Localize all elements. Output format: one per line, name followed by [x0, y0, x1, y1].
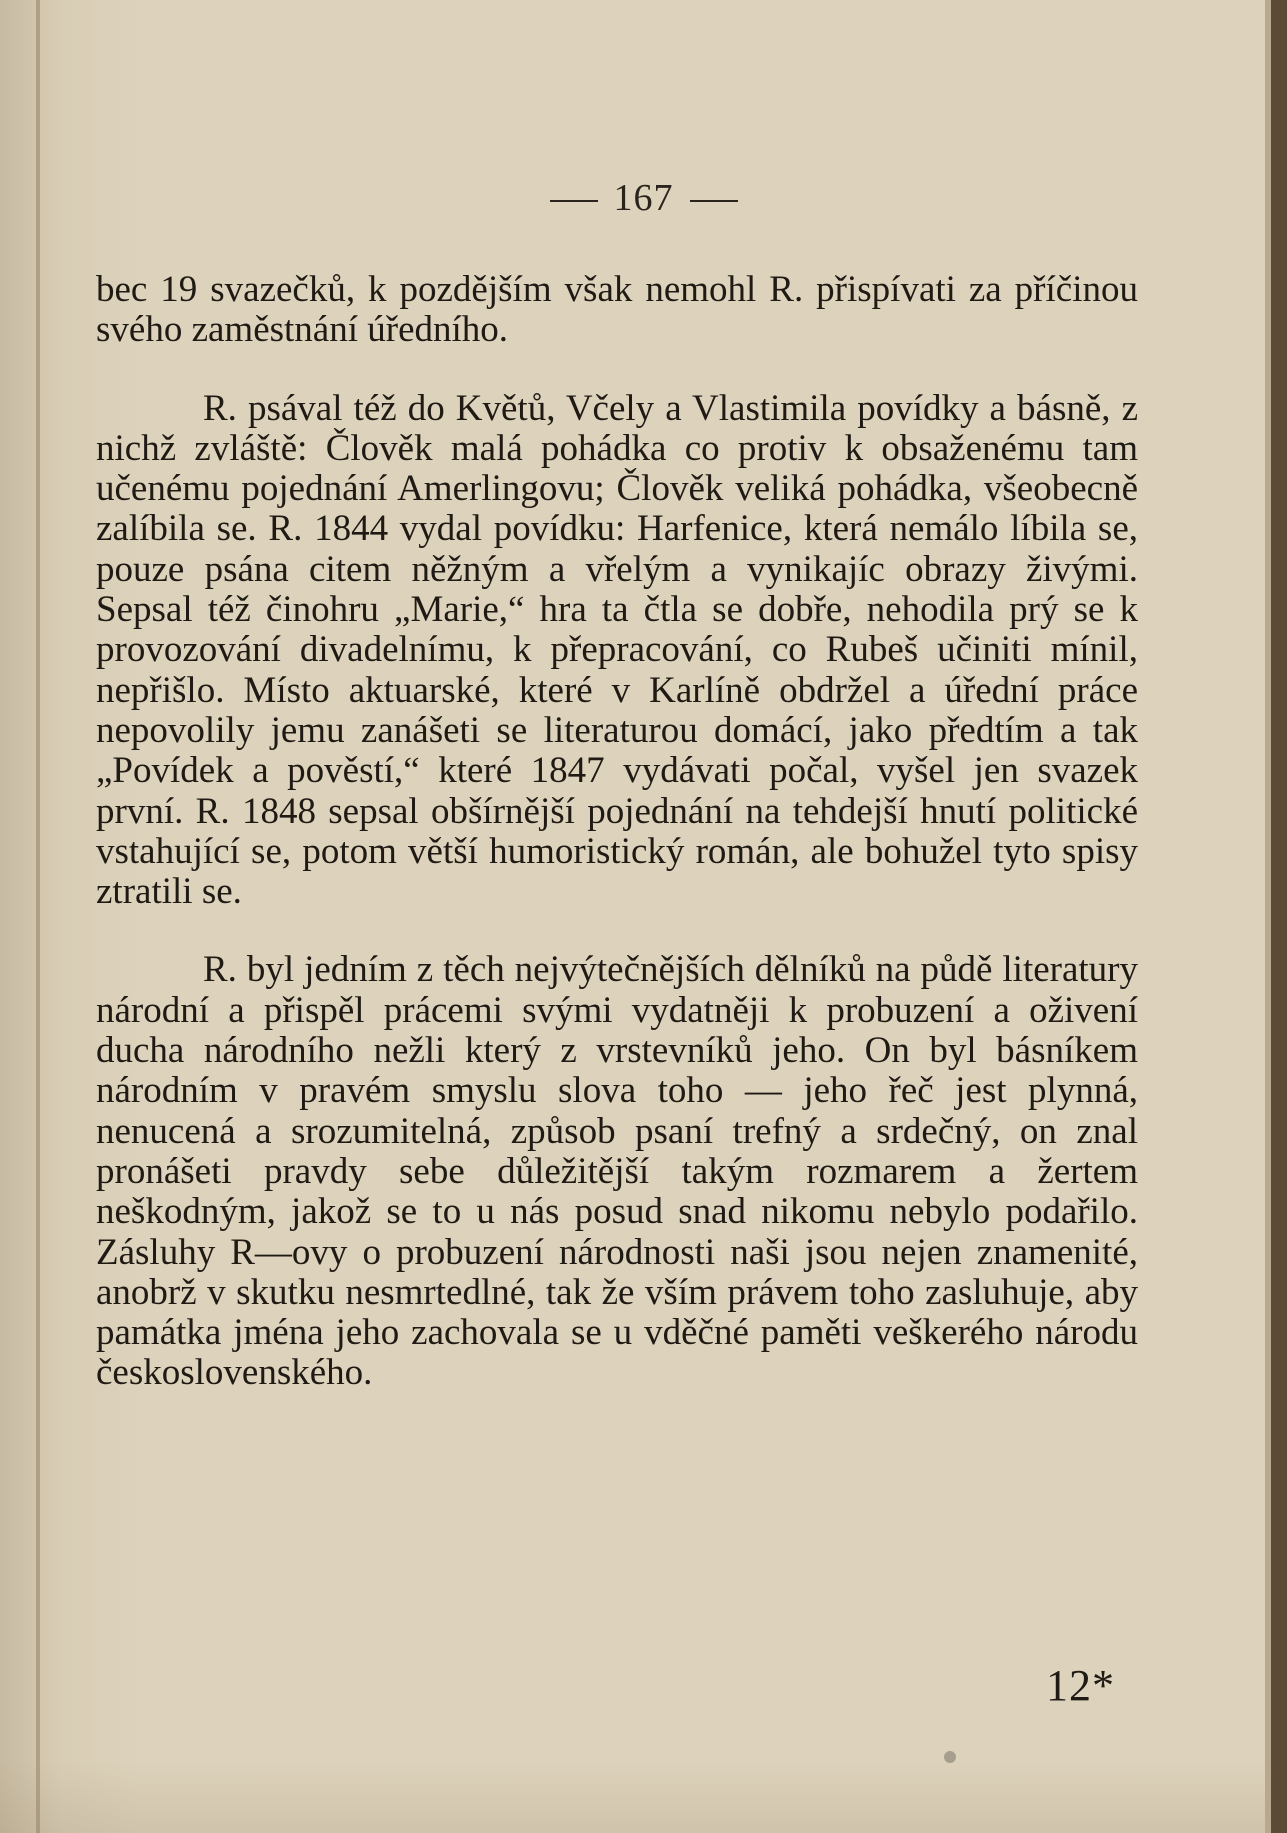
paragraph-3: R. byl jedním z těch nejvýtečnějších dělníků na půdě literatury národní a přispěl prácemi svými vydatněji k probuzení a oživení ducha národního nežli který z vrstevníků jeho. On byl básníkem národním v pravém smyslu slova toho — jeho řeč jest plynná, nenucená a srozumitelná, způsob psaní trefný a srdečný, on znal pronášeti pravdy sebe důležitější takým rozmarem a žertem neškodným, jakož se to u nás posud snad nikomu nebylo podařilo. Zásluhy R—ovy o probuzení národnosti naši jsou nejen znamenité, anobrž v skutku nesmrtedlné, tak že vším právem toho zasluhuje, aby památka jména jeho zachovala se u vděčné paměti veškerého národu československého. — [96, 949, 1138, 1394]
page-gutter — [36, 0, 40, 1833]
ink-spot — [944, 1751, 956, 1763]
header-dash-left — [550, 200, 598, 202]
signature-mark: 12* — [1046, 1661, 1115, 1710]
body-text — [96, 270, 1138, 1394]
paragraph-1: bec 19 svazečků, k pozdějším však nemohl R. přispívati za příčinou svého zaměstnání úředního. — [96, 269, 1138, 351]
header-dash-right — [690, 200, 738, 202]
page-edge — [1271, 0, 1287, 1833]
page-number: 167 — [613, 177, 674, 219]
paragraph-2: R. psával též do Květů, Včely a Vlastimila povídky a básně, z nichž zvláště: Člověk malá pohádka co protiv k obsaženému tam učenému pojednání Amerlingovu; Člověk veliká pohádka, všeobecně zalíbila se. R. 1844 vydal povídku: Harfenice, která nemálo líbila se, pouze psána citem něžným a vřelým a vynikajíc obrazy živými. Sepsal též činohru „Marie,“ hra ta čtla se dobře, nehodila prý se k provozování divadelnímu, k přepracování, co Rubeš učiniti mínil, nepřišlo. Místo aktuarské, které v Karlíně obdržel a úřední práce nepovolily jemu zanášeti se literaturou domácí, jako předtím a tak „Povídek a pověstí,“ které 1847 vydávati počal, vyšel jen svazek první. R. 1848 sepsal obšírnější pojednání na tehdejší hnutí politické vstahující se, potom větší humoristický román, ale bohužel tyto spisy ztratili se. — [96, 387, 1138, 913]
page-header — [0, 176, 1287, 220]
